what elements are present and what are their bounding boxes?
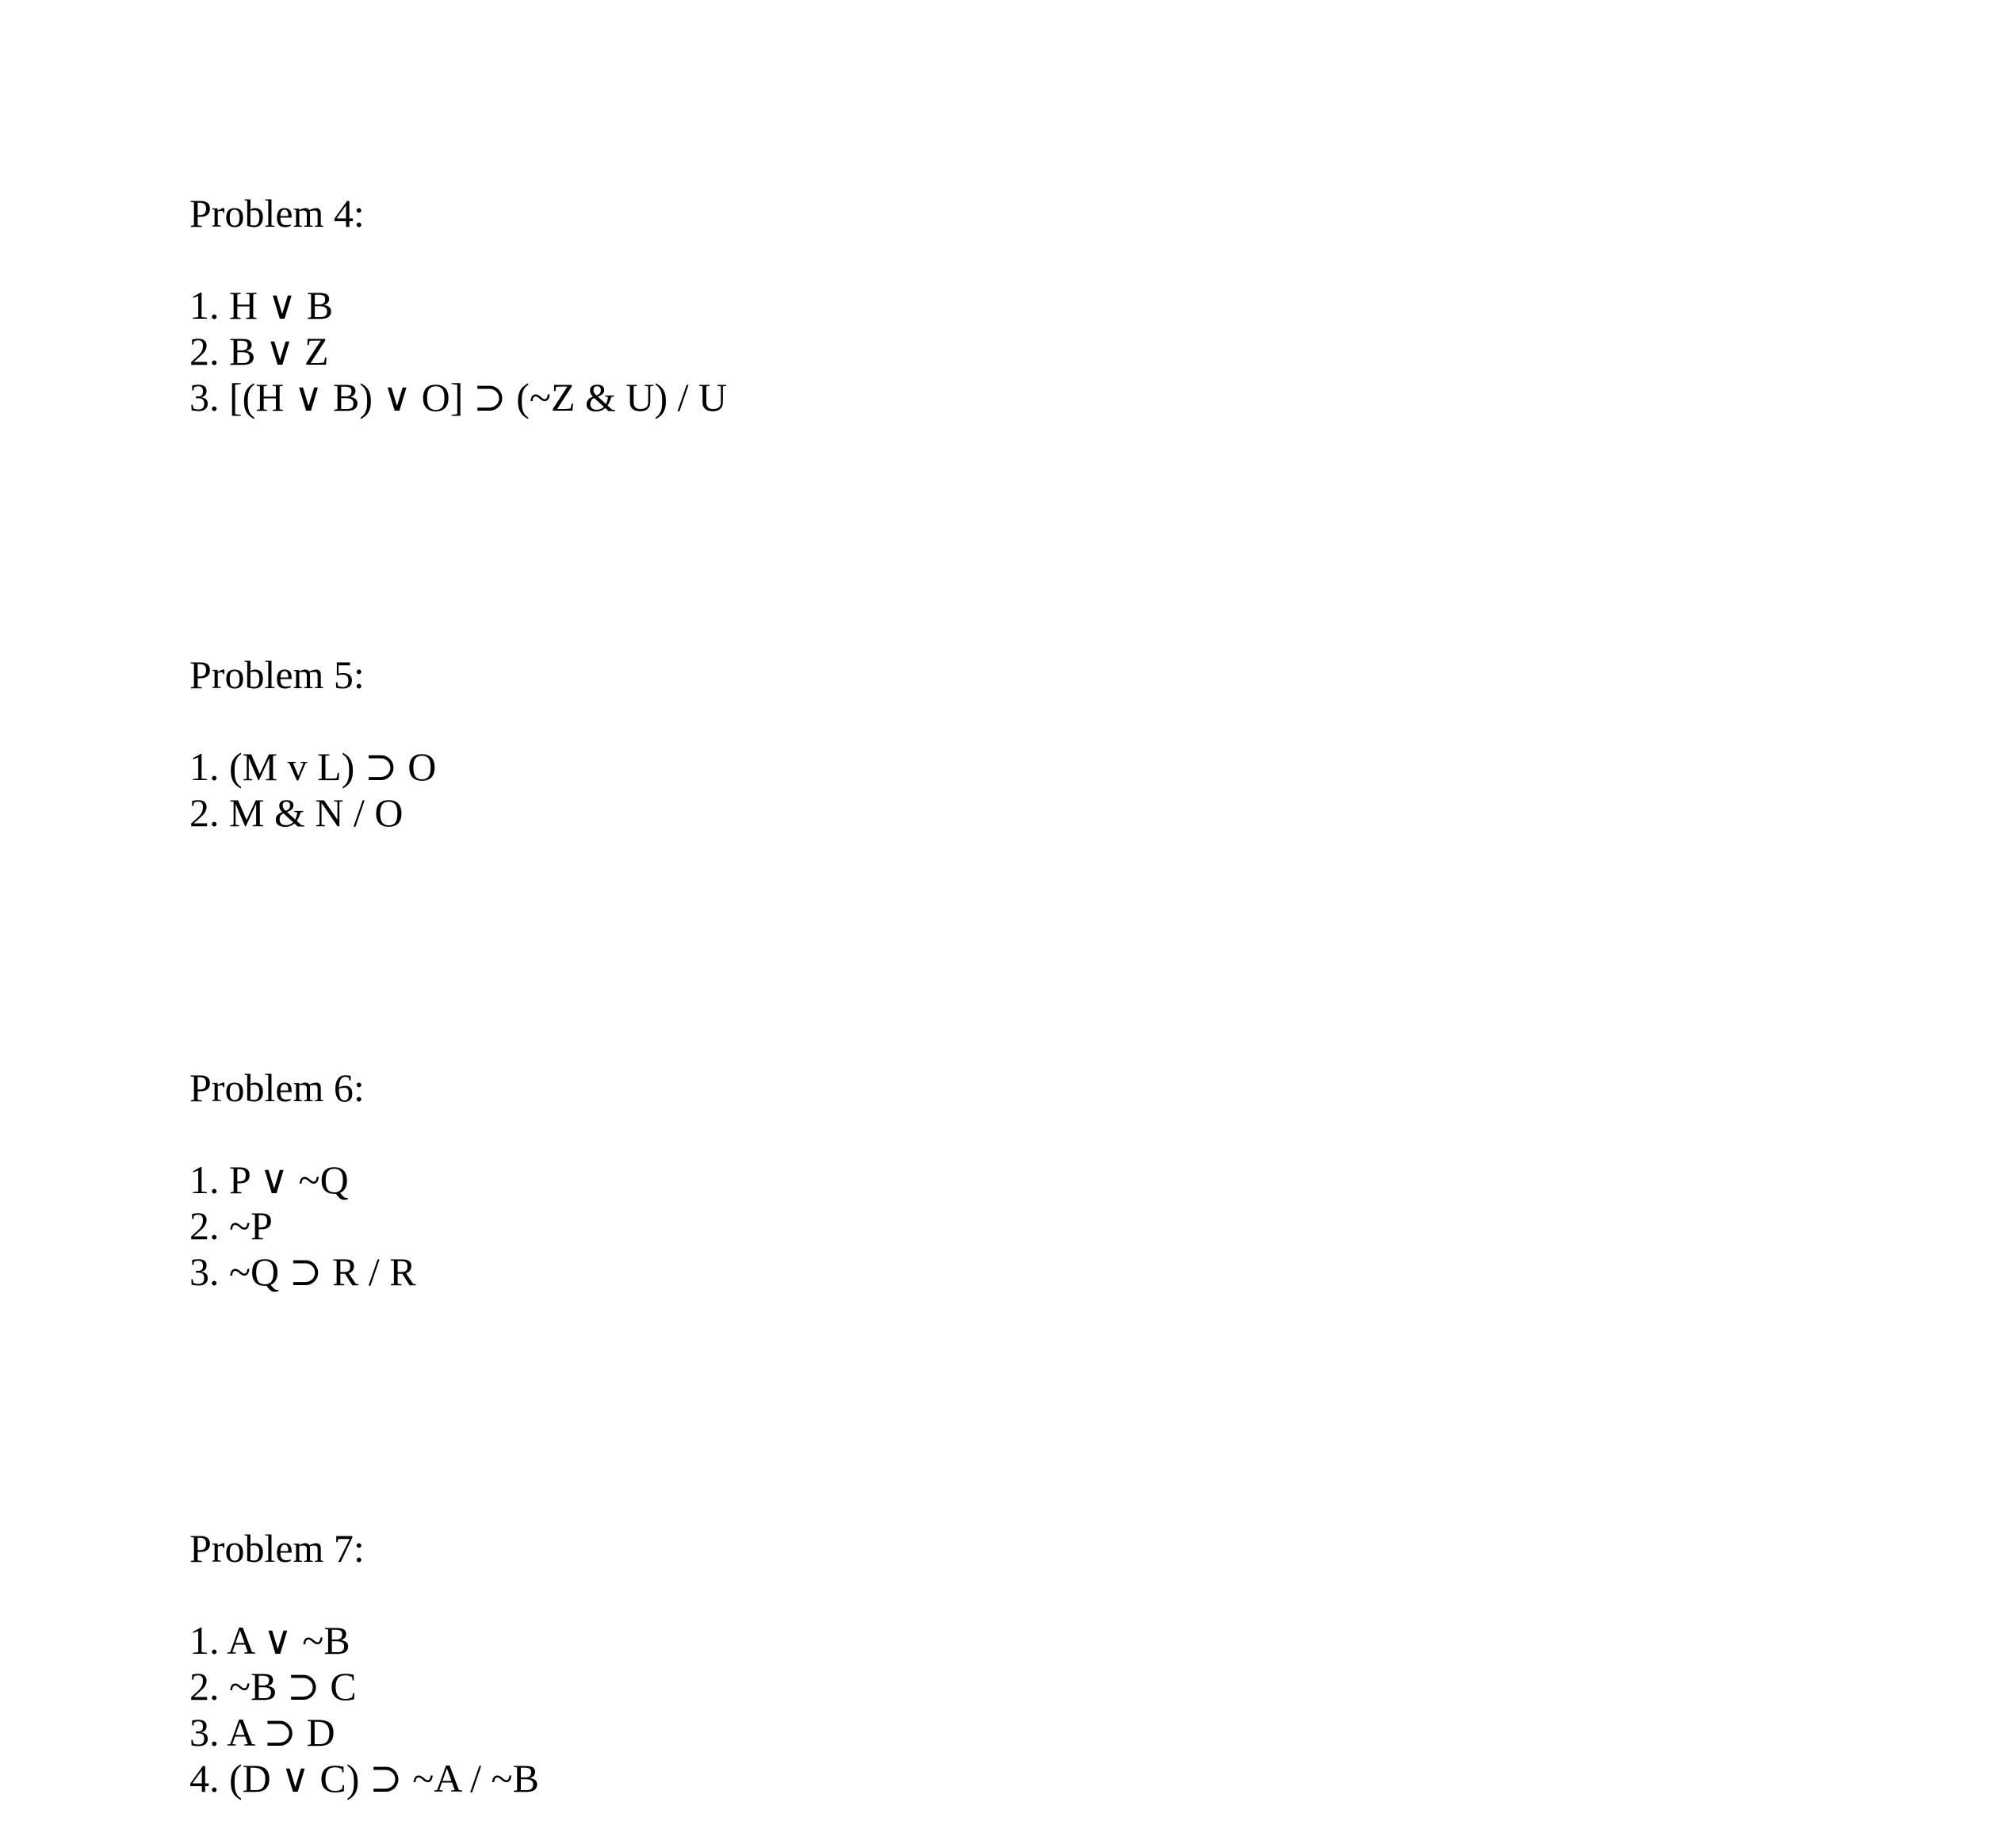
problem-title: Problem 5: [189, 652, 365, 697]
premise-line: 1. H ∨ B [189, 283, 334, 327]
premise-line: 4. (D ∨ C) ⊃ ~A / ~B [189, 1756, 539, 1800]
premise-list [189, 282, 1616, 420]
premise-list [189, 1157, 1616, 1295]
premise-list [189, 744, 1616, 836]
premise-line: 1. A ∨ ~B [189, 1618, 350, 1662]
problem-6 [189, 1065, 1616, 1295]
premise-line: 1. (M v L) ⊃ O [189, 744, 437, 789]
problem-title: Problem 4: [189, 191, 365, 235]
premise-line: 3. ~Q ⊃ R / R [189, 1249, 416, 1294]
problem-title: Problem 6: [189, 1066, 365, 1110]
problem-4 [189, 190, 1616, 420]
premise-line: 2. B ∨ Z [189, 329, 329, 373]
premise-line: 3. A ⊃ D [189, 1710, 335, 1754]
problem-7 [189, 1525, 1616, 1801]
premise-line: 2. ~B ⊃ C [189, 1664, 357, 1708]
premise-line: 2. M & N / O [189, 790, 404, 835]
premise-list [189, 1617, 1616, 1801]
problem-title: Problem 7: [189, 1526, 365, 1571]
premise-line: 1. P ∨ ~Q [189, 1157, 349, 1202]
premise-line: 2. ~P [189, 1203, 273, 1248]
premise-line: 3. [(H ∨ B) ∨ O] ⊃ (~Z & U) / U [189, 375, 728, 419]
problem-5 [189, 652, 1616, 836]
